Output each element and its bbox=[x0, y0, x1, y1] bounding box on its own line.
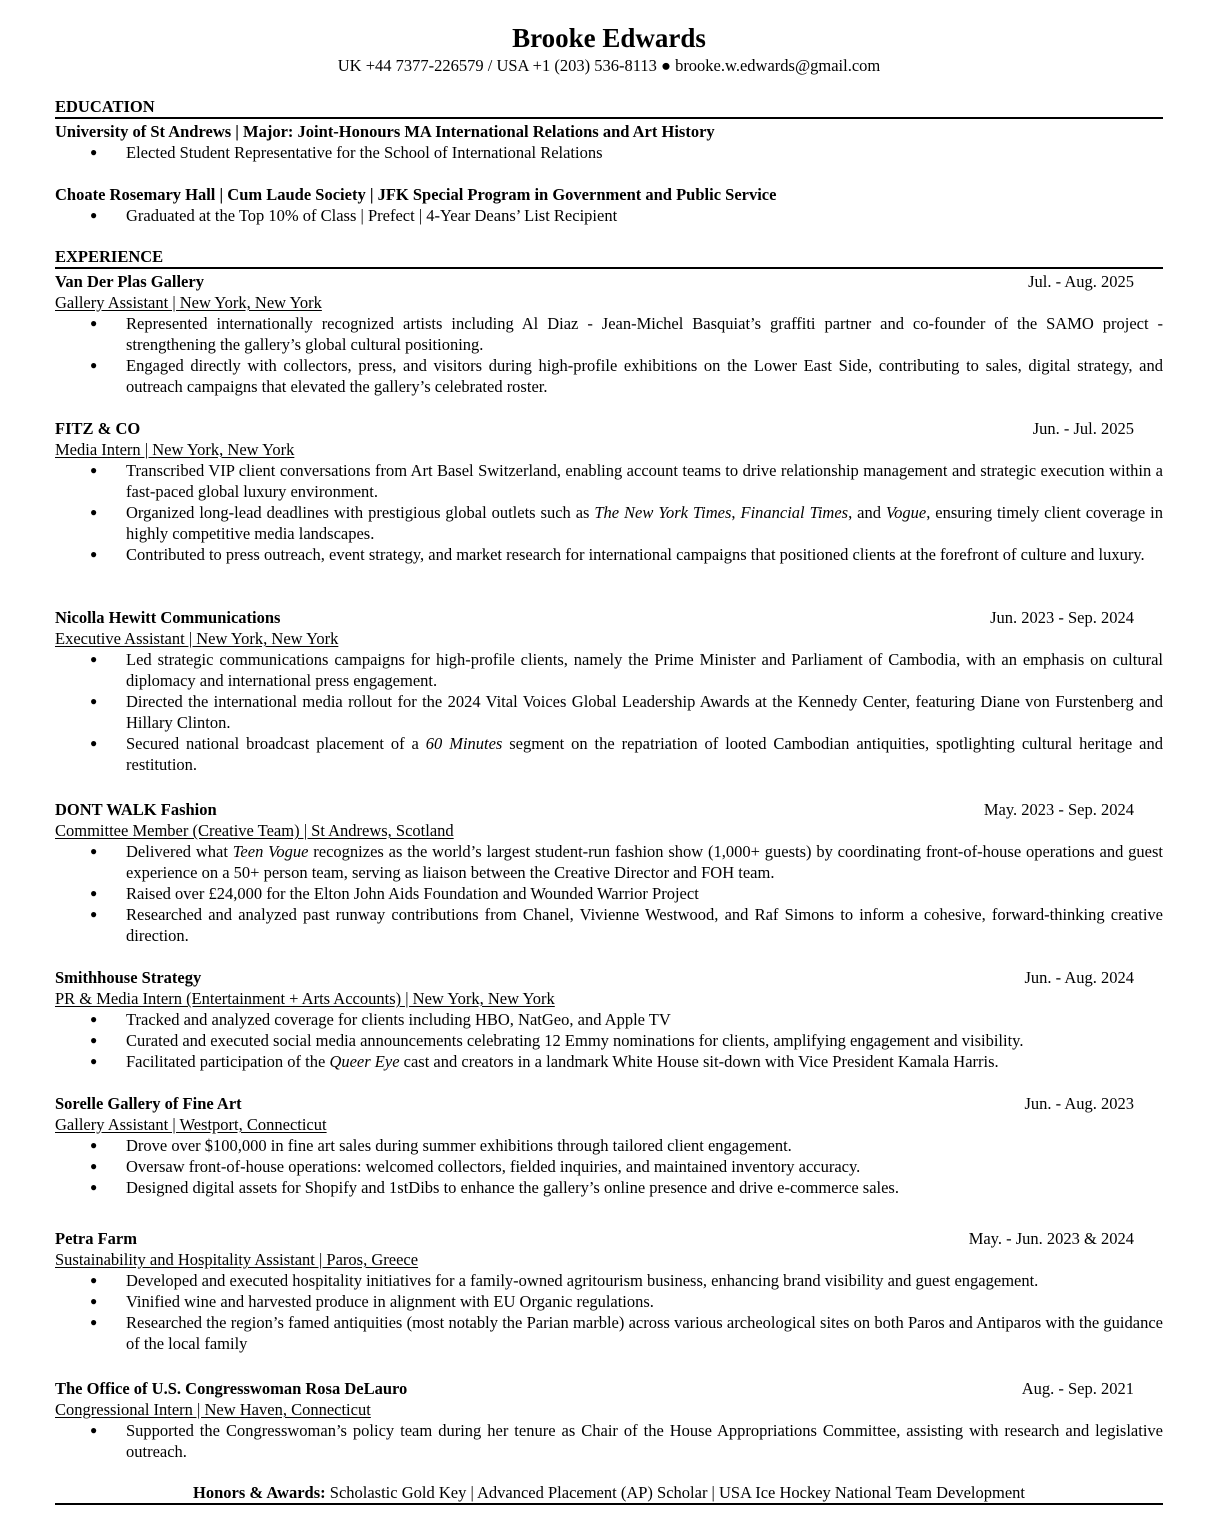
bullet-list bbox=[55, 142, 1163, 163]
bullet-list bbox=[55, 460, 1163, 565]
bullet-item: ● Vinified wine and harvested produce in alignment with EU Organic regulations. bbox=[55, 1291, 1163, 1312]
job-dates: Jun. 2023 - Sep. 2024 bbox=[990, 608, 1134, 627]
bullet-item: ● Engaged directly with collectors, press, and visitors during high-profile exhibitions on the Lower East Side, contributing to sales, digital strategy, and outreach campaigns that elevated the gallery’s celebrated roster. bbox=[55, 355, 1163, 397]
job-org: FITZ & CO bbox=[55, 419, 141, 438]
bullet-item: ● Facilitated participation of the Queer Eye cast and creators in a landmark White House sit-down with Vice President Kamala Harris. bbox=[55, 1051, 1163, 1072]
job-dates: Jun. - Aug. 2024 bbox=[1024, 968, 1134, 987]
bullet-item: ● Supported the Congresswoman’s policy team during her tenure as Chair of the House Appropriations Committee, assisting with research and legislative outreach. bbox=[55, 1420, 1163, 1462]
job-org: Van Der Plas Gallery bbox=[55, 272, 204, 291]
honors-awards bbox=[55, 1482, 1163, 1505]
job-dates: Jun. - Jul. 2025 bbox=[1032, 419, 1134, 438]
bullet-item: ● Designed digital assets for Shopify and 1stDibs to enhance the gallery’s online presence and drive e-commerce sales. bbox=[55, 1177, 1163, 1198]
bullet-item: ● Curated and executed social media announcements celebrating 12 Emmy nominations for clients, amplifying engagement and visibility. bbox=[55, 1030, 1163, 1051]
job-role: PR & Media Intern (Entertainment + Arts Accounts) | New York, New York bbox=[55, 989, 555, 1008]
education-entry bbox=[55, 121, 1163, 163]
education-title: University of St Andrews | Major: Joint-Honours MA International Relations and Art History bbox=[55, 122, 715, 141]
bullet-item: ● Represented internationally recognized artists including Al Diaz - Jean-Michel Basquiat’s graffiti partner and co-founder of the SAMO project - strengthening the gallery’s global cultural positioning. bbox=[55, 313, 1163, 355]
job-entry bbox=[55, 607, 1163, 775]
job-entry bbox=[55, 967, 1163, 1072]
resume bbox=[55, 0, 1163, 1526]
job-entry bbox=[55, 1378, 1163, 1462]
job-org: Smithhouse Strategy bbox=[55, 968, 202, 987]
bullet-item: ● Tracked and analyzed coverage for clients including HBO, NatGeo, and Apple TV bbox=[55, 1009, 1163, 1030]
job-role: Gallery Assistant | New York, New York bbox=[55, 293, 322, 312]
job-role: Congressional Intern | New Haven, Connecticut bbox=[55, 1400, 371, 1419]
bullet-list bbox=[55, 649, 1163, 775]
job-entry bbox=[55, 418, 1163, 565]
job-org: DONT WALK Fashion bbox=[55, 800, 217, 819]
bullet-item: ● Researched and analyzed past runway contributions from Chanel, Vivienne Westwood, and Raf Simons to inform a cohesive, forward-thinking creative direction. bbox=[55, 904, 1163, 946]
bullet-item: ● Led strategic communications campaigns for high-profile clients, namely the Prime Minister and Parliament of Cambodia, with an emphasis on cultural diplomacy and international press engagement. bbox=[55, 649, 1163, 691]
bullet-item: ● Drove over $100,000 in fine art sales during summer exhibitions through tailored client engagement. bbox=[55, 1135, 1163, 1156]
bullet-item: ● Developed and executed hospitality initiatives for a family-owned agritourism business, enhancing brand visibility and guest engagement. bbox=[55, 1270, 1163, 1291]
bullet-list bbox=[55, 313, 1163, 397]
bullet-item: ● Delivered what Teen Vogue recognizes as the world’s largest student-run fashion show (1,000+ guests) by coordinating front-of-house operations and guest experience on a 50+ person team, serving as liaison between the Creative Director and FOH team. bbox=[55, 841, 1163, 883]
job-org: Petra Farm bbox=[55, 1229, 137, 1248]
bullet-item: ● Elected Student Representative for the School of International Relations bbox=[55, 142, 1163, 163]
bullet-item: ● Raised over £24,000 for the Elton John Aids Foundation and Wounded Warrior Project bbox=[55, 883, 1163, 904]
bullet-item: ● Secured national broadcast placement of a 60 Minutes segment on the repatriation of looted Cambodian antiquities, spotlighting cultural heritage and restitution. bbox=[55, 733, 1163, 775]
bullet-item: ● Transcribed VIP client conversations from Art Basel Switzerland, enabling account teams to drive relationship management and strategic execution within a fast-paced global luxury environment. bbox=[55, 460, 1163, 502]
bullet-list bbox=[55, 1270, 1163, 1354]
job-entry bbox=[55, 271, 1163, 397]
bullet-list bbox=[55, 205, 1163, 226]
job-role: Gallery Assistant | Westport, Connecticut bbox=[55, 1115, 327, 1134]
bullet-item: ● Graduated at the Top 10% of Class | Prefect | 4-Year Deans’ List Recipient bbox=[55, 205, 1163, 226]
job-role: Sustainability and Hospitality Assistant | Paros, Greece bbox=[55, 1250, 419, 1269]
honors-label: Honors & Awards: bbox=[193, 1483, 326, 1502]
job-role: Committee Member (Creative Team) | St Andrews, Scotland bbox=[55, 821, 454, 840]
job-org: The Office of U.S. Congresswoman Rosa DeLauro bbox=[55, 1379, 408, 1398]
section-heading-experience: EXPERIENCE bbox=[55, 246, 1163, 269]
job-dates: Aug. - Sep. 2021 bbox=[1021, 1379, 1134, 1398]
bullet-item: ● Directed the international media rollout for the 2024 Vital Voices Global Leadership Awards at the Kennedy Center, featuring Diane von Furstenberg and Hillary Clinton. bbox=[55, 691, 1163, 733]
candidate-name: Brooke Edwards bbox=[512, 23, 706, 53]
education-entry bbox=[55, 184, 1163, 226]
job-org: Sorelle Gallery of Fine Art bbox=[55, 1094, 242, 1113]
job-entry bbox=[55, 1093, 1163, 1198]
job-dates: May. 2023 - Sep. 2024 bbox=[983, 800, 1134, 819]
bullet-item: ● Oversaw front-of-house operations: welcomed collectors, fielded inquiries, and maintained inventory accuracy. bbox=[55, 1156, 1163, 1177]
job-entry bbox=[55, 799, 1163, 946]
contact-info: UK +44 7377-226579 / USA +1 (203) 536-8113 ● brooke.w.edwards@gmail.com bbox=[337, 56, 881, 75]
bullet-list bbox=[55, 1420, 1163, 1462]
bullet-item: ● Researched the region’s famed antiquities (most notably the Parian marble) across various archeological sites on both Paros and Antiparos with the guidance of the local family bbox=[55, 1312, 1163, 1354]
bullet-item: ● Contributed to press outreach, event strategy, and market research for international campaigns that positioned clients at the forefront of culture and luxury. bbox=[55, 544, 1163, 565]
bullet-list bbox=[55, 841, 1163, 946]
job-role: Executive Assistant | New York, New York bbox=[55, 629, 339, 648]
job-dates: May. - Jun. 2023 & 2024 bbox=[968, 1229, 1134, 1248]
education-title: Choate Rosemary Hall | Cum Laude Society | JFK Special Program in Government and Public Service bbox=[55, 185, 777, 204]
bullet-list bbox=[55, 1009, 1163, 1072]
bullet-item: ● Organized long-lead deadlines with prestigious global outlets such as The New York Times, Financial Times, and Vogue, ensuring timely client coverage in highly competitive media landscapes. bbox=[55, 502, 1163, 544]
job-entry bbox=[55, 1228, 1163, 1354]
honors-text: Scholastic Gold Key | Advanced Placement (AP) Scholar | USA Ice Hockey National Team Development bbox=[329, 1483, 1025, 1502]
job-dates: Jul. - Aug. 2025 bbox=[1028, 272, 1134, 291]
job-org: Nicolla Hewitt Communications bbox=[55, 608, 281, 627]
job-dates: Jun. - Aug. 2023 bbox=[1024, 1094, 1134, 1113]
job-role: Media Intern | New York, New York bbox=[55, 440, 295, 459]
section-heading-education: EDUCATION bbox=[55, 96, 1163, 119]
bullet-list bbox=[55, 1135, 1163, 1198]
